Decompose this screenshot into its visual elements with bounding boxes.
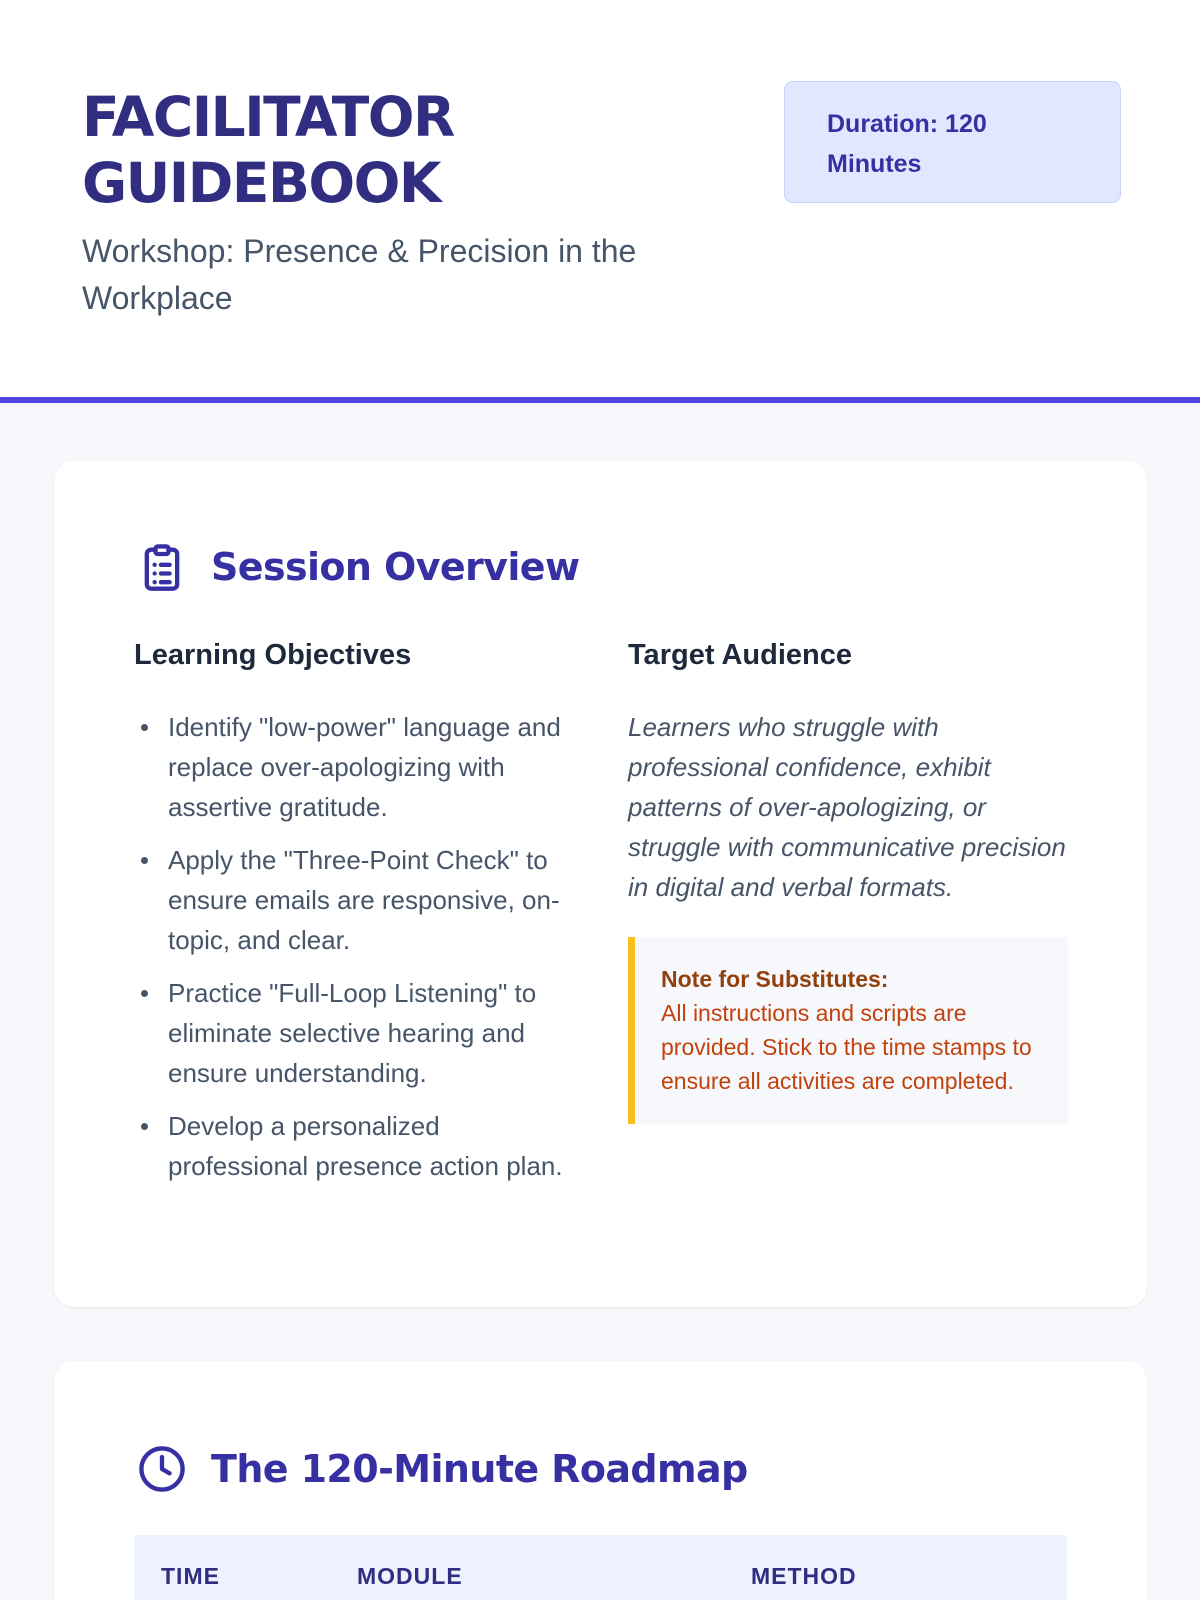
audience-description: Learners who struggle with professional confidence, exhibit patterns of over-apologizing, or struggle with communicative precision in digital and verbal formats. bbox=[628, 712, 1066, 902]
list-item bbox=[134, 707, 584, 827]
page-title: FACILITATOR GUIDEBOOK bbox=[82, 85, 454, 215]
objectives-list bbox=[134, 707, 584, 1186]
workshop-subtitle: Workshop: Presence & Precision in the Workplace bbox=[82, 233, 637, 316]
section-heading: Session Overview bbox=[211, 545, 580, 589]
guidebook-header bbox=[0, 0, 1200, 403]
clipboard-list-icon bbox=[136, 541, 188, 593]
duration-badge: Duration: 120 Minutes bbox=[784, 81, 1121, 203]
objectives-title: Learning Objectives bbox=[134, 639, 412, 671]
roadmap-card bbox=[54, 1361, 1147, 1600]
objective-text: Practice "Full-Loop Listening" to eliminate selective hearing and ensure understanding. bbox=[168, 978, 537, 1088]
audience-title: Target Audience bbox=[628, 639, 852, 671]
objective-text: Identify "low-power" language and replace over-apologizing with assertive gratitude. bbox=[168, 712, 561, 822]
column-header-method: METHOD bbox=[751, 1563, 857, 1589]
list-item bbox=[134, 1106, 584, 1186]
column-header-module: MODULE bbox=[357, 1563, 463, 1589]
note-title: Note for Substitutes: bbox=[661, 966, 889, 992]
roadmap-table-header bbox=[134, 1535, 1067, 1600]
session-overview-card bbox=[54, 461, 1147, 1307]
substitute-note bbox=[628, 937, 1068, 1124]
note-body: All instructions and scripts are provided. Stick to the time stamps to ensure all activities are completed. bbox=[661, 1000, 1032, 1094]
objective-text: Develop a personalized professional presence action plan. bbox=[168, 1111, 563, 1181]
list-item bbox=[134, 973, 584, 1093]
bullet-icon bbox=[141, 724, 148, 731]
learning-objectives-column bbox=[134, 637, 584, 1199]
target-audience-column bbox=[628, 637, 1068, 1124]
bullet-icon bbox=[141, 1123, 148, 1130]
bullet-icon bbox=[141, 857, 148, 864]
roadmap-heading bbox=[136, 1443, 748, 1495]
list-item bbox=[134, 840, 584, 960]
section-heading: The 120-Minute Roadmap bbox=[211, 1447, 748, 1491]
clock-icon bbox=[136, 1443, 188, 1495]
bullet-icon bbox=[141, 990, 148, 997]
column-header-time: TIME bbox=[161, 1563, 220, 1589]
session-overview-heading bbox=[136, 541, 579, 593]
objective-text: Apply the "Three-Point Check" to ensure emails are responsive, on-topic, and clear. bbox=[168, 845, 560, 955]
